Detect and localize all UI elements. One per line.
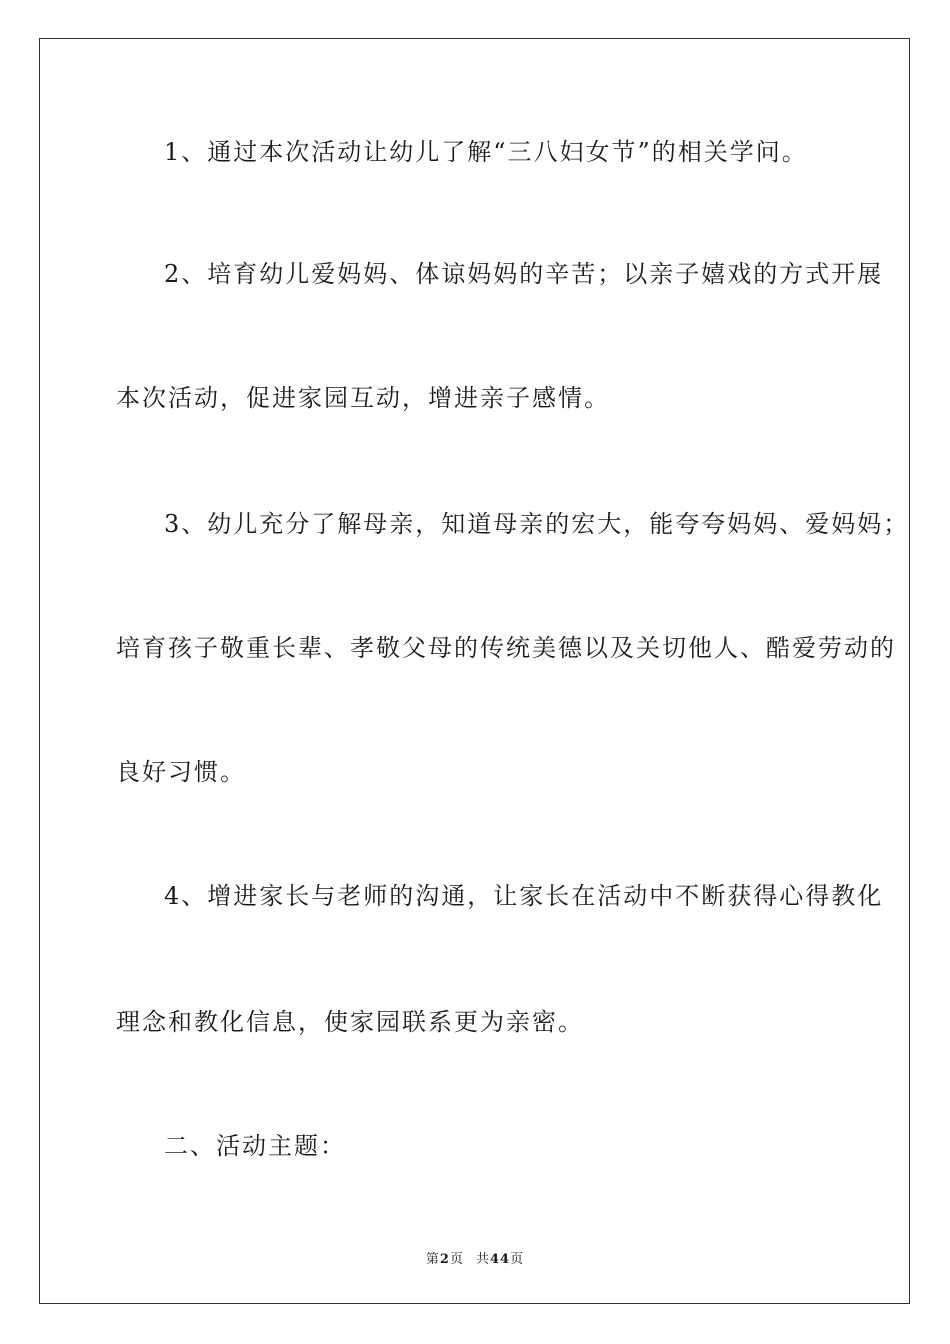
footer-total-suffix: 页 [510,1252,525,1267]
paragraph-line-3: 本次活动，促进家园互动，增进亲子感情。 [116,384,610,412]
footer-total-pages: 44 [489,1252,511,1267]
footer-total-prefix: 共 [475,1252,490,1267]
page-footer [0,1248,950,1267]
section-heading: 二、活动主题： [164,1132,346,1160]
paragraph-line-8: 理念和教化信息，使家园联系更为亲密。 [116,1008,584,1036]
footer-page-suffix: 页 [449,1252,464,1267]
paragraph-line-1: 1、通过本次活动让幼儿了解“三八妇女节”的相关学问。 [164,138,808,166]
paragraph-line-7: 4、增进家长与老师的沟通，让家长在活动中不断获得心得教化 [164,882,884,910]
page-border [39,38,910,1304]
paragraph-line-6: 良好习惯。 [116,758,246,786]
footer-page-prefix: 第 [425,1252,440,1267]
paragraph-line-5: 培育孩子敬重长辈、孝敬父母的传统美德以及关切他人、酷爱劳动的 [116,634,896,662]
footer-page-number: 2 [439,1252,450,1267]
paragraph-line-4: 3、幼儿充分了解母亲，知道母亲的宏大，能夸夸妈妈、爱妈妈； [164,510,910,538]
paragraph-line-2: 2、培育幼儿爱妈妈、体谅妈妈的辛苦；以亲子嬉戏的方式开展 [164,260,884,288]
